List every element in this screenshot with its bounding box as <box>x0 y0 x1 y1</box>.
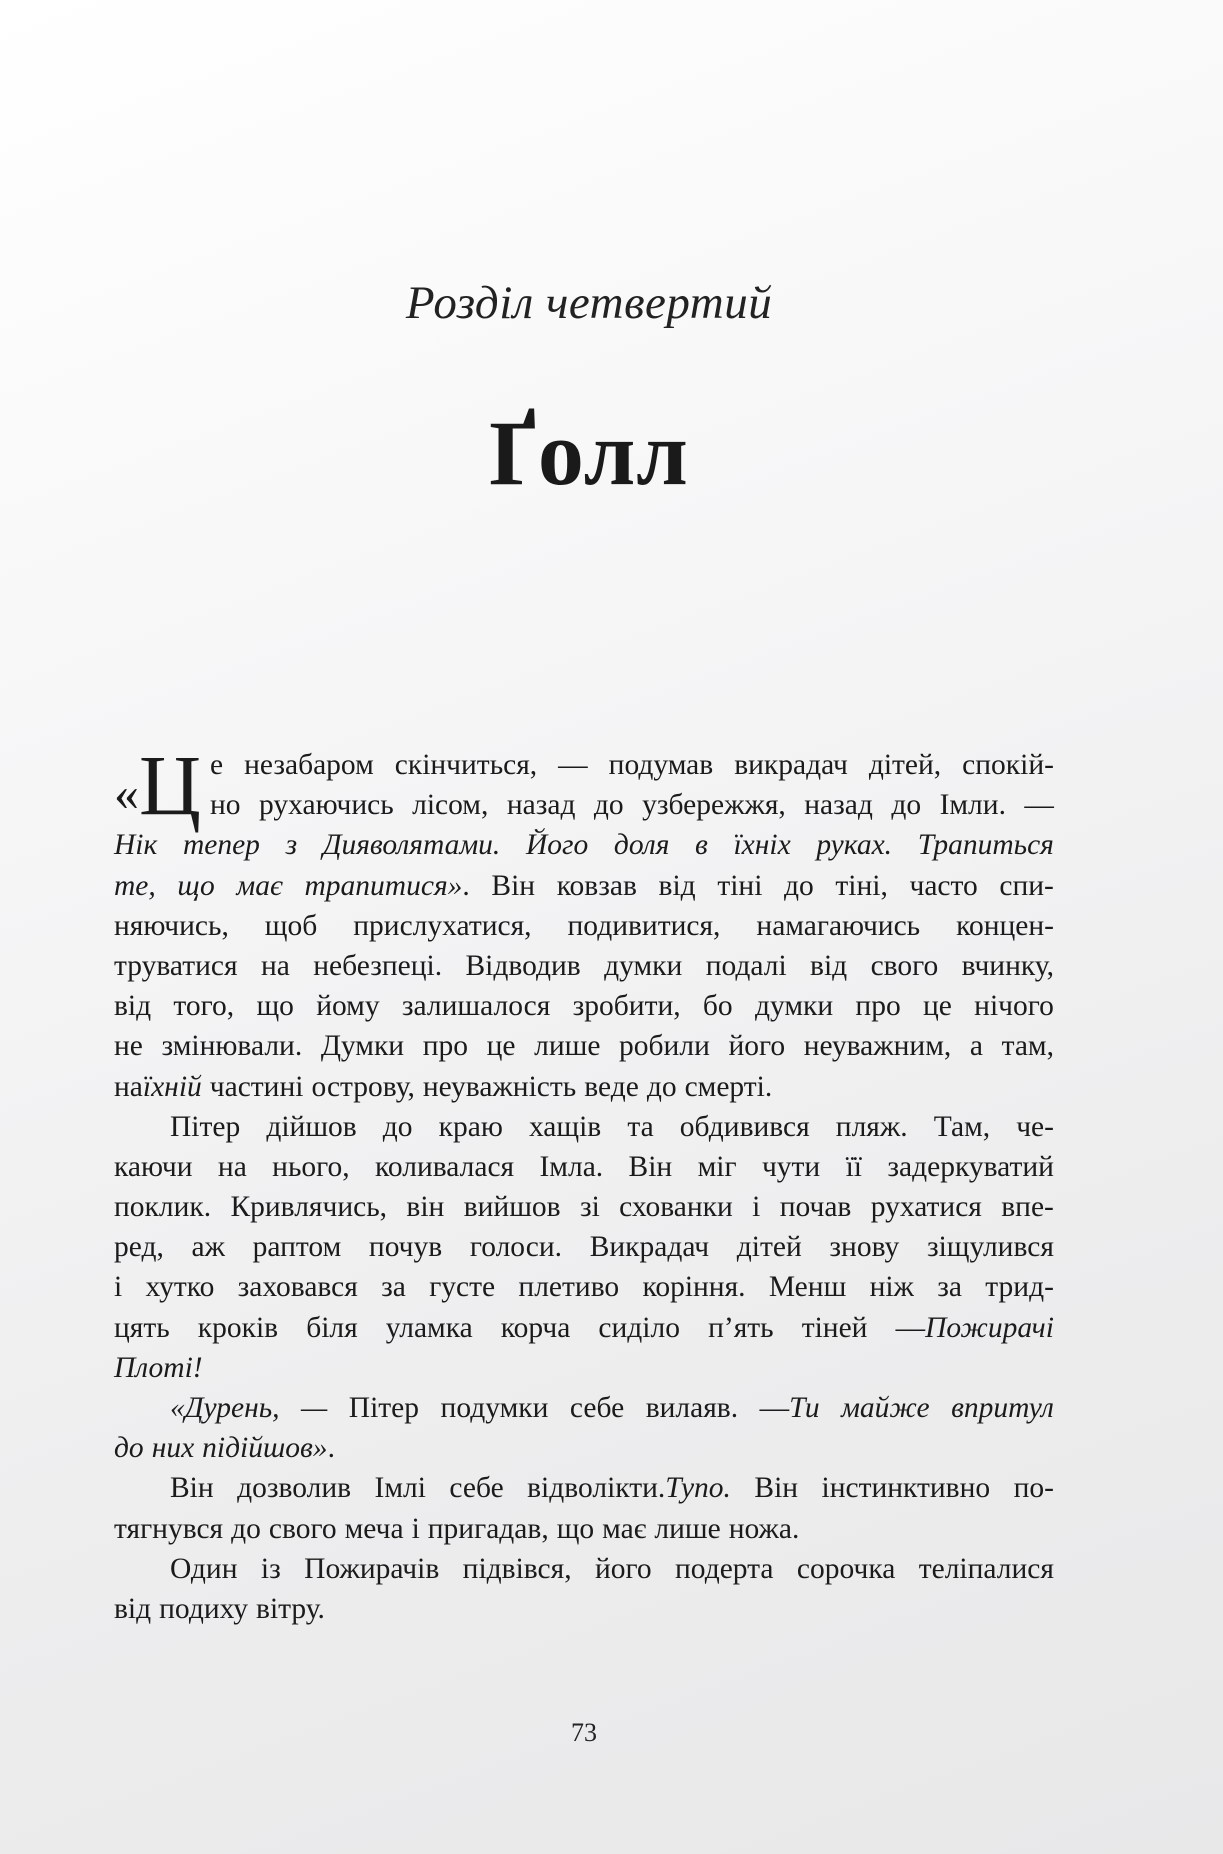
text-line: Він дозволив Імлі себе відволікти.Тупо. Він інстинктивно по- <box>170 1472 1054 1505</box>
text-line: няючись, щоб прислухатися, подивитися, намагаючись концен- <box>114 909 1054 942</box>
text-line: тягнувся до свого меча і пригадав, що має лише ножа. <box>114 1512 800 1545</box>
text-line: ред, аж раптом почув голоси. Викрадач дітей знову зіщулився <box>114 1231 1054 1264</box>
text-line: не змінювали. Думки про це лише робили його неуважним, а там, <box>114 1030 1054 1063</box>
drop-cap-letter: Ц <box>139 737 202 833</box>
text-line: «Дурень, — Пітер подумки себе вилаяв. —Ти майже впритул <box>170 1392 1054 1424</box>
text-line: те, що має трапитися». Він ковзав від тіні до тіні, часто спи- <box>114 869 1054 902</box>
text-line: і хутко заховався за густе плетиво коріння. Менш ніж за трид- <box>114 1271 1054 1304</box>
text-line: Один із Пожирачів підвівся, його подерта сорочка теліпалися <box>170 1552 1054 1585</box>
body-text <box>114 745 1054 1629</box>
text-line: но рухаючись лісом, назад до узбережжя, назад до Імли. — <box>210 789 1054 822</box>
text-line: цять кроків біля уламка корча сиділо п’ять тіней —Пожирачі <box>114 1311 1054 1344</box>
drop-cap-quote: « <box>114 765 139 821</box>
text-line: від того, що йому залишалося зробити, бо думки про це нічого <box>114 990 1054 1023</box>
text-line: каючи на нього, коливалася Імла. Він міг чути її задеркуватий <box>114 1150 1054 1183</box>
text-line: е незабаром скінчиться, — подумав викрадач дітей, спокій- <box>210 749 1054 781</box>
text-line: від подиху вітру. <box>114 1592 325 1625</box>
chapter-title: Ґолл <box>489 402 689 504</box>
chapter-label: Розділ четвертий <box>405 277 773 329</box>
text-line: Нік тепер з Дияволятами. Його доля в їхніх руках. Трапиться <box>114 829 1054 862</box>
text-line: труватися на небезпеці. Відводив думки подалі від свого вчинку, <box>114 949 1054 982</box>
page-number: 73 <box>571 1718 597 1747</box>
text-line: наїхній частині острову, неуважність веде до смерті. <box>114 1070 773 1103</box>
text-line: Пітер дійшов до краю хащів та обдивився пляж. Там, че- <box>170 1110 1054 1143</box>
text-line: до них підійшов». <box>114 1432 335 1465</box>
text-line: Плоті! <box>114 1351 203 1384</box>
text-line: поклик. Кривлячись, він вийшов зі схованки і почав рухатися впе- <box>114 1191 1054 1224</box>
